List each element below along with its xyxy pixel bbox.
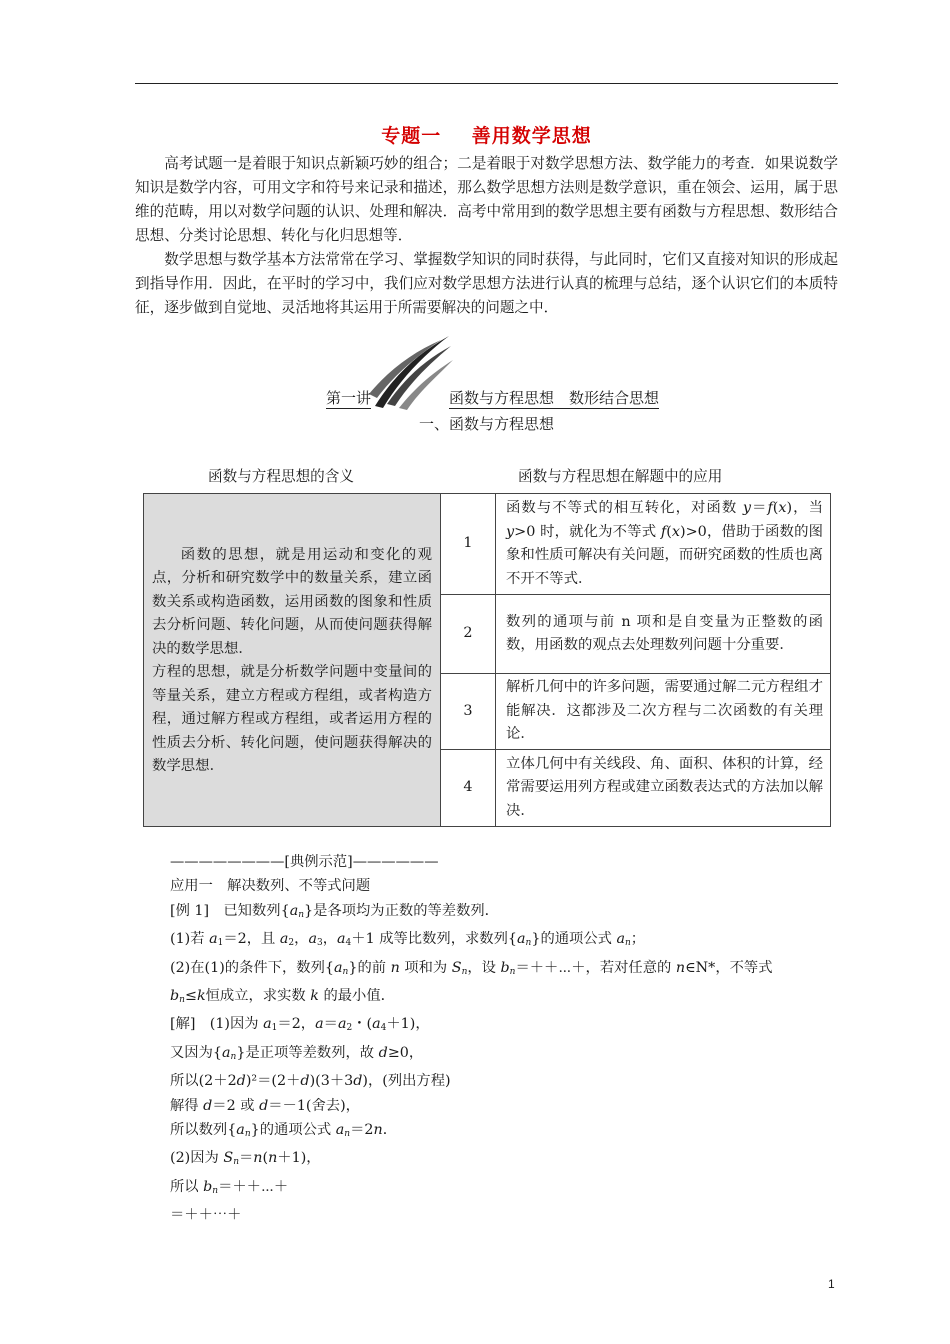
text-span: 所以(2＋2 bbox=[170, 1073, 237, 1090]
text-span: ， bbox=[322, 931, 338, 948]
solution-line-1: [解] (1)因为 $a_1=2$，$a=a_2$・$(a_4+1)$， bbox=[170, 1016, 430, 1034]
table-header-application: 函数与方程思想在解题中的应用 bbox=[518, 468, 723, 485]
page-number: 1 bbox=[828, 1277, 835, 1291]
row-number: 3 bbox=[441, 674, 496, 750]
text-span: (2)因为 bbox=[170, 1150, 224, 1167]
application-cell: 函数与不等式的相互转化，对函数 y＝f(x)，当 y>0 时，就化为不等式 f(x)>0，借助于函数的图象和性质可解决有关问题，而研究函数的性质也离不开不等式． bbox=[496, 494, 831, 595]
meaning-function: 函数的思想，就是用运动和变化的观点，分析和研究数学中的数量关系，建立函数关系或构造函数，运用函数的图象和性质去分析问题、转化问题，从而使问题获得解决的数学思想． bbox=[152, 546, 432, 657]
text-span: 的前 bbox=[357, 959, 391, 976]
text-span: 的最小值． bbox=[318, 988, 395, 1005]
text-span: ≤ bbox=[184, 988, 197, 1005]
text-span: 项和为 bbox=[399, 959, 452, 976]
text-span: 的通项公式 bbox=[259, 1122, 336, 1139]
text-span: ( bbox=[262, 1150, 269, 1167]
text-span: 恒成立，求实数 bbox=[205, 988, 311, 1005]
row-number: 4 bbox=[441, 750, 496, 827]
text-span: ＝＋＋⋯＋，若对任意的 bbox=[515, 959, 676, 976]
intro-paragraph-1: 高考试题一是着眼于知识点新颖巧妙的组合；二是着眼于对数学思想方法、数学能力的考查．如果说数学知识是数学内容，可用文字和符号来记录和描述，那么数学思想方法则是数学意识，重在领会、运用，属于思维的范畴，用以对数学问题的认识、处理和解决．高考中常用到的数学思想主要有函数与方程思想、数形结合思想、分类讨论思想、转化与化归思想等． bbox=[135, 155, 838, 244]
row-number: 2 bbox=[441, 595, 496, 674]
page-title: 专题一 善用数学思想 bbox=[381, 125, 592, 147]
meaning-cell bbox=[144, 494, 441, 827]
text-span: ＋1)， bbox=[277, 1150, 321, 1167]
lecture-number: 第一讲 bbox=[326, 389, 372, 407]
text-span: ，设 bbox=[467, 959, 501, 976]
text-span: ＝2，且 bbox=[223, 931, 280, 948]
text-span: [例 1] 已知数列 bbox=[170, 902, 281, 919]
text-span: ＝2 bbox=[350, 1122, 374, 1139]
text-span: ∈N*，不等式 bbox=[685, 959, 773, 976]
app-text: ，当 bbox=[792, 500, 823, 516]
header-rule bbox=[135, 83, 838, 84]
app-text: 时，就化为不等式 bbox=[540, 523, 661, 540]
text-span: ＝2 或 bbox=[212, 1097, 260, 1114]
solution-line-7: 所以 $b_n=++\cdots+$ bbox=[170, 1178, 289, 1196]
table-row bbox=[144, 494, 831, 595]
solution-line-3: 所以(2＋2d)²＝(2＋d)(3＋3d)，(列出方程) bbox=[170, 1073, 451, 1090]
concept-table bbox=[143, 493, 831, 827]
solution-line-5: 所以数列$\{a_n\}$的通项公式 $a_n=2n$． bbox=[170, 1122, 398, 1140]
text-span: [解] (1)因为 bbox=[170, 1016, 264, 1033]
example-statement: [例 1] 已知数列$\{a_n\}$是各项均为正数的等差数列． bbox=[170, 902, 499, 920]
text-span: )，(列出方程) bbox=[362, 1073, 451, 1090]
text-span: ＝ bbox=[323, 1016, 338, 1033]
text-span: ， bbox=[294, 931, 309, 948]
example-section bbox=[170, 850, 850, 1228]
text-span: 的通项公式 bbox=[540, 931, 617, 948]
app-text: 函数与不等式的相互转化，对函数 bbox=[506, 500, 743, 516]
text-span: ≥0， bbox=[387, 1044, 424, 1061]
text-span: 是各项均为正数的等差数列． bbox=[313, 902, 499, 919]
text-span: ＝ bbox=[238, 1150, 254, 1167]
app-text: ，借助于函数的图象和性质可解决有关问题，而研究函数的性质也离不开不等式． bbox=[506, 523, 823, 587]
swoosh-ornament-icon bbox=[365, 334, 455, 414]
text-span: ・( bbox=[352, 1016, 373, 1033]
application-cell: 数列的通项与前 n 项和是自变量为正整数的函数，用函数的观点去处理数列问题十分重要． bbox=[496, 595, 831, 674]
text-span: ＝－1(舍去)， bbox=[268, 1097, 360, 1114]
example-divider: ————————[典例示范]—————— bbox=[170, 854, 439, 870]
text-span: (1)若 bbox=[170, 931, 210, 948]
table-header-meaning: 函数与方程思想的含义 bbox=[208, 468, 354, 485]
solution-line-2: 又因为$\{a_n\}$是正项等差数列，故 d≥0， bbox=[170, 1044, 424, 1062]
question-2-cont: $b_n\le k$恒成立，求实数 k 的最小值． bbox=[170, 988, 395, 1006]
intro-text bbox=[135, 152, 838, 320]
text-span: ＋1)， bbox=[386, 1016, 430, 1033]
lecture-title: 函数与方程思想 数形结合思想 bbox=[449, 389, 660, 407]
text-span: )(3＋3 bbox=[309, 1073, 354, 1090]
question-2: (2)在(1)的条件下，数列$\{a_n\}$的前 n 项和为 $S_n$，设 $b_n=++\cdots+$，若对任意的 n∈N*，不等式 bbox=[170, 959, 773, 977]
text-span: (2)在(1)的条件下，数列 bbox=[170, 959, 325, 976]
application-heading: 应用一 解决数列、不等式问题 bbox=[170, 878, 371, 895]
row-number: 1 bbox=[441, 494, 496, 595]
text-span: ． bbox=[382, 1122, 398, 1139]
text-span: ＝2， bbox=[277, 1016, 316, 1033]
text-span: 又因为 bbox=[170, 1044, 213, 1061]
section-heading: 一、函数与方程思想 bbox=[418, 415, 554, 433]
meaning-equation: 方程的思想，就是分析数学问题中变量间的等量关系，建立方程或方程组，或者构造方程，通过解方程或方程组，或者运用方程的性质去分析、转化问题，使问题获得解决的数学思想． bbox=[152, 664, 432, 774]
solution-line-8: ＝＋＋⋯＋ bbox=[170, 1207, 242, 1224]
text-span: ＝＋＋⋯＋ bbox=[218, 1178, 289, 1195]
text-span: ； bbox=[630, 931, 646, 948]
text-span: ＋1 成等比数列，求数列 bbox=[351, 931, 508, 948]
question-1: (1)若 $a_1=2$，且 $a_2$，$a_3$，$a_4+1$ 成等比数列，求数列$\{a_n\}$的通项公式 $a_n$； bbox=[170, 931, 646, 949]
text-span: 解得 bbox=[170, 1097, 204, 1114]
intro-paragraph-2: 数学思想与数学基本方法常常在学习、掌握数学知识的同时获得，与此同时，它们又直接对知识的形成起到指导作用．因此，在平时的学习中，我们应对数学思想方法进行认真的梳理与总结，逐个认识它们的本质特征，逐步做到自觉地、灵活地将其运用于所需要解决的问题之中． bbox=[135, 251, 838, 316]
text-span: 所以 bbox=[170, 1178, 204, 1195]
solution-line-4: 解得 d＝2 或 d＝－1(舍去)， bbox=[170, 1097, 360, 1114]
application-cell: 解析几何中的许多问题，需要通过解二元方程组才能解决．这都涉及二次方程与二次函数的有关理论． bbox=[496, 674, 831, 750]
solution-line-6: (2)因为 $S_n=n(n+1)$， bbox=[170, 1150, 321, 1168]
application-cell: 立体几何中有关线段、角、面积、体积的计算，经常需要运用列方程或建立函数表达式的方法加以解决． bbox=[496, 750, 831, 827]
text-span: 所以数列 bbox=[170, 1122, 228, 1139]
text-span: 是正项等差数列，故 bbox=[245, 1044, 379, 1061]
text-span: )²＝(2＋ bbox=[245, 1073, 301, 1090]
